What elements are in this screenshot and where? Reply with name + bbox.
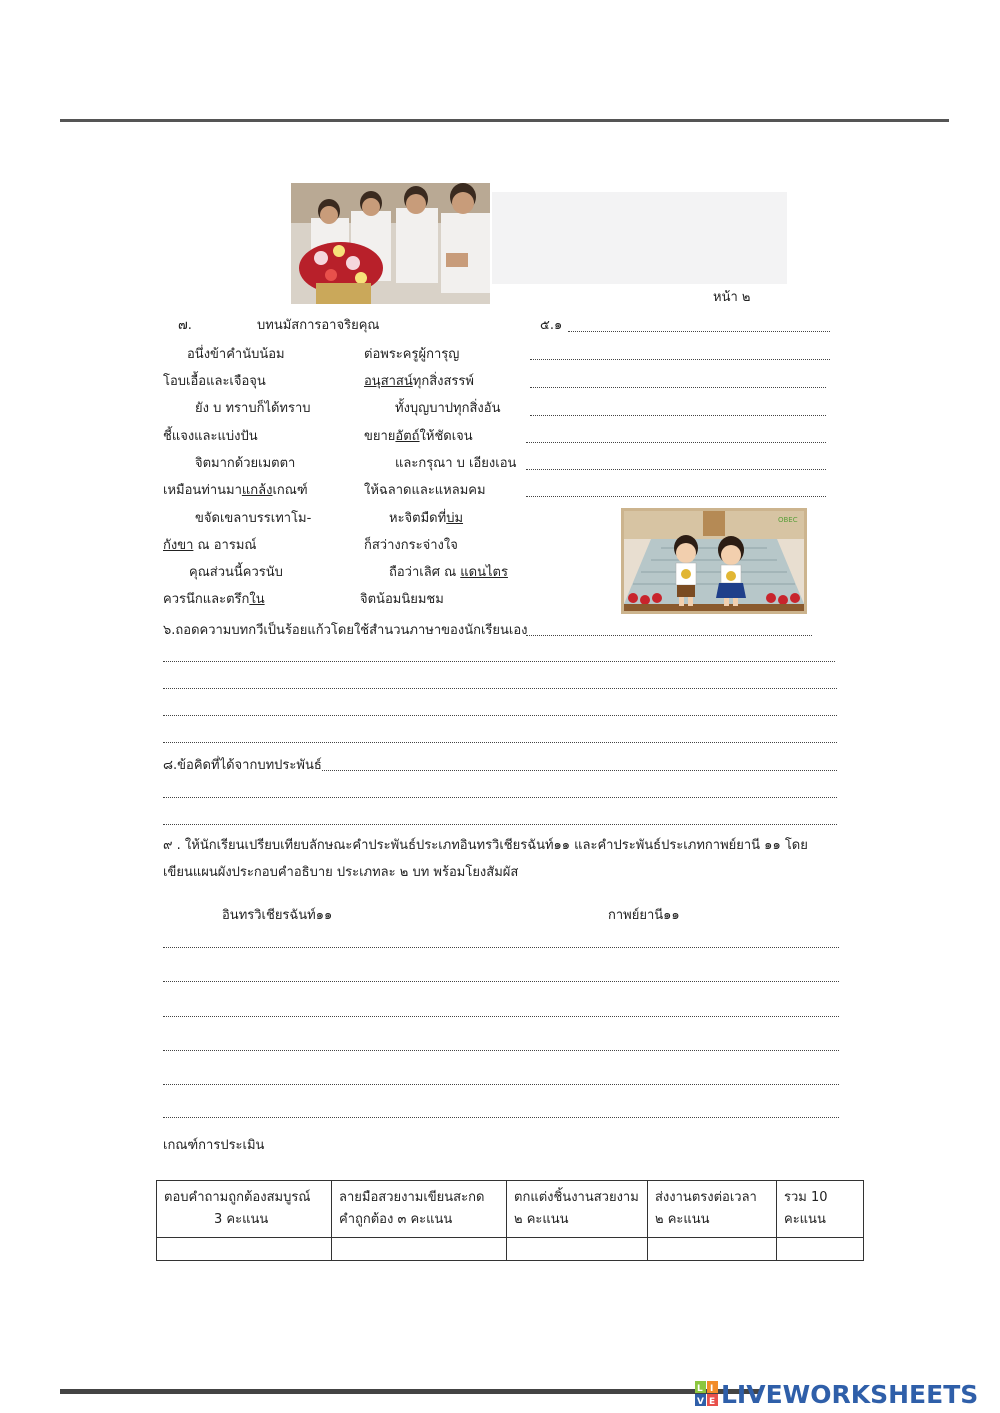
poem-line-1b: ต่อพระครูผู้การุญ (364, 347, 460, 362)
q8-answer-line-0[interactable] (322, 769, 837, 771)
svg-text:E: E (709, 1397, 716, 1407)
poem-line-6b: ให้ฉลาดและแหลมคม (364, 483, 486, 498)
criteria-title: เกณฑ์การประเมิน (163, 1138, 265, 1153)
rubric-header-row (157, 1181, 864, 1238)
poem-line-5b: และกรุณา บ เอียงเอน (395, 456, 517, 471)
rubric-cell (157, 1181, 332, 1238)
q8-answer-line-1[interactable] (163, 796, 837, 798)
logo-text: LIVEWORKSHEETS (721, 1379, 979, 1409)
poem-line-6a: เหมือนท่านมาแกล้งเกณฑ์ (163, 483, 308, 498)
question-6: ๖.ถอดความบทกวีเป็นร้อยแก้วโดยใช้สำนวนภาษาของนักเรียนเอง (163, 623, 528, 638)
page-number: หน้า ๒ (713, 290, 751, 305)
poem-line-5a: จิตมากด้วยเมตตา (195, 456, 296, 471)
column-heading-right: กาพย์ยานี๑๑ (608, 908, 680, 923)
svg-text:V: V (697, 1397, 704, 1407)
rubric-score-row (157, 1238, 864, 1261)
answer-line-7[interactable] (526, 495, 826, 497)
rubric-text: คะแนน (784, 1212, 826, 1227)
rubric-text: ลายมือสวยงามเขียนสะกด (339, 1190, 485, 1205)
q6-answer-line-1[interactable] (163, 660, 835, 662)
svg-text:I: I (710, 1384, 714, 1394)
answer-line-5[interactable] (526, 441, 826, 443)
faded-image-area (492, 192, 787, 284)
q6-answer-line-3[interactable] (163, 714, 837, 716)
logo-mark-icon (695, 1381, 719, 1407)
poem-line-10a: ควรนึกและตรึกใน (163, 592, 265, 607)
rubric-text: ตกแต่งชิ้นงานสวยงาม (514, 1190, 639, 1205)
rubric-text: ๒ คะแนน (655, 1212, 710, 1227)
question-8: ๘.ข้อคิดที่ได้จากบทประพันธ์ (163, 758, 322, 773)
section-title: บทนมัสการอาจริยคุณ (257, 318, 380, 333)
poem-line-8b: ก็สว่างกระจ่างใจ (364, 538, 458, 553)
rubric-cell (332, 1181, 507, 1238)
poem-line-3a: ยัง บ ทราบก็ได้ทราบ (195, 401, 311, 416)
obec-mark: OBEC (778, 516, 798, 524)
rubric-text: รวม 10 (784, 1190, 828, 1205)
q9-answer-line-3[interactable] (163, 1015, 839, 1017)
poem-line-1a: อนึ่งข้าคำนับน้อม (187, 347, 285, 362)
rubric-text: 3 คะแนน (214, 1212, 269, 1227)
answer-line-4[interactable] (530, 414, 826, 416)
poem-line-4a: ชี้แจงและแบ่งปัน (163, 429, 258, 444)
q9-answer-line-6[interactable] (163, 1116, 839, 1118)
q9-answer-line-4[interactable] (163, 1049, 839, 1051)
rubric-cell (777, 1181, 864, 1238)
q6-answer-line-0[interactable] (526, 634, 812, 636)
q6-answer-line-2[interactable] (163, 687, 837, 689)
poem-line-7b: หะจิตมืดที่บ่ม (389, 511, 464, 526)
rubric-table (156, 1180, 864, 1261)
q6-answer-line-4[interactable] (163, 741, 837, 743)
students-photo (291, 183, 490, 304)
column-heading-left: อินทรวิเชียรฉันท์๑๑ (222, 908, 333, 923)
question-9-line-2: เขียนแผนผังประกอบคำอธิบาย ประเภทละ ๒ บท พร้อมโยงสัมผัส (163, 865, 519, 880)
poem-line-10b: จิตน้อมนิยมชม (360, 592, 444, 607)
bottom-rule (60, 1389, 760, 1394)
poem-line-9a: คุณส่วนนี้ควรนับ (189, 565, 283, 580)
score-cell[interactable] (157, 1238, 332, 1261)
rubric-text: ตอบคำถามถูกต้องสมบูรณ์ (164, 1190, 311, 1205)
rubric-text: ๒ คะแนน (514, 1212, 569, 1227)
question-9-line-1: ๙ . ให้นักเรียนเปรียบเทียบลักษณะคำประพันธ์ประเภทอินทรวิเชียรฉันท์๑๑ และคำประพันธ์ประเภทกาพย์ยานี ๑๑ โดย (163, 838, 808, 853)
section-number: ๗. (178, 318, 192, 333)
poem-line-7a: ขจัดเขลาบรรเทาโม- (195, 511, 312, 526)
svg-text:L: L (697, 1384, 703, 1394)
top-rule (60, 119, 949, 122)
q9-answer-line-5[interactable] (163, 1083, 839, 1085)
rubric-cell (507, 1181, 648, 1238)
liveworksheets-logo (695, 1378, 978, 1410)
score-cell[interactable] (648, 1238, 777, 1261)
poem-line-2b: อนุสาสน์ทุกสิ่งสรรพ์ (364, 374, 474, 389)
answer-line-6[interactable] (526, 468, 826, 470)
rubric-text: คำถูกต้อง ๓ คะแนน (339, 1212, 453, 1227)
poem-line-2a: โอบเอื้อและเจือจุน (163, 374, 266, 389)
answer-label: ๕.๑ (540, 318, 563, 333)
score-cell[interactable] (777, 1238, 864, 1261)
poem-line-4b: ขยายอัตถ์ให้ชัดเจน (364, 429, 473, 444)
rubric-text: ส่งงานตรงต่อเวลา (655, 1190, 757, 1205)
q9-answer-line-1[interactable] (163, 946, 839, 948)
score-cell[interactable] (507, 1238, 648, 1261)
answer-line-3[interactable] (530, 386, 826, 388)
q9-answer-line-2[interactable] (163, 980, 839, 982)
poem-line-8a: กังขา ณ อารมณ์ (163, 538, 257, 553)
cartoon-students-image (621, 508, 807, 614)
rubric-cell (648, 1181, 777, 1238)
score-cell[interactable] (332, 1238, 507, 1261)
q8-answer-line-2[interactable] (163, 823, 837, 825)
answer-line-2[interactable] (530, 358, 830, 360)
poem-line-3b: ทั้งบุญบาปทุกสิ่งอัน (395, 401, 501, 416)
poem-line-9b: ถือว่าเลิศ ณ แดนไตร (389, 565, 508, 580)
answer-line-1[interactable] (568, 330, 830, 332)
